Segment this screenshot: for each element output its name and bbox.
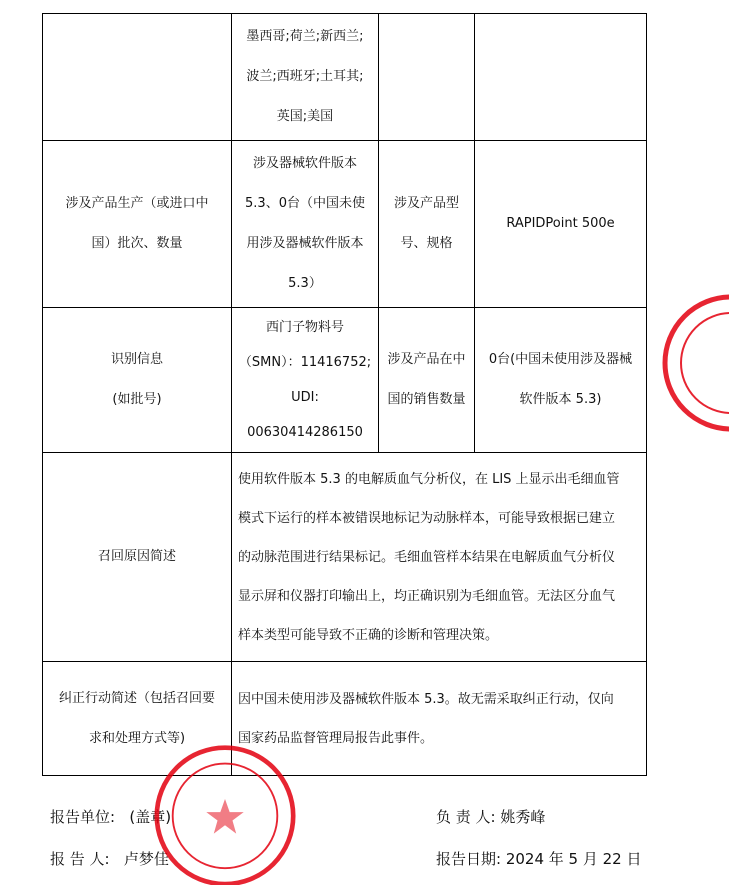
text-line: 西门子物料号 bbox=[265, 320, 344, 335]
date-label: 报告日期: bbox=[436, 850, 502, 868]
responsible-label: 负 责 人: bbox=[436, 808, 496, 826]
text-line: 的动脉范围进行结果标记。毛细血管样本结果在电解质血气分析仪 bbox=[238, 549, 616, 565]
text-line: 用涉及器械软件版本 bbox=[246, 236, 364, 251]
text-line: 样本类型可能导致不正确的诊断和管理决策。 bbox=[238, 627, 499, 643]
text-line: UDI: bbox=[291, 390, 319, 405]
row1-col4 bbox=[474, 13, 647, 141]
reporter-label: 报 告 人: bbox=[50, 850, 110, 868]
text-line: 显示屏和仪器打印输出上，均正确识别为毛细血管。无法区分血气 bbox=[238, 588, 616, 604]
company-seal-partial bbox=[661, 293, 729, 433]
text-line: 软件版本 5.3) bbox=[519, 392, 602, 407]
company-seal bbox=[150, 743, 300, 885]
unit-label: 报告单位: bbox=[50, 808, 116, 826]
identification-label bbox=[42, 307, 232, 453]
text-line: 墨西哥;荷兰;新西兰; bbox=[246, 29, 364, 44]
row1-countries bbox=[231, 13, 379, 141]
model-spec-value: RAPIDPoint 500e bbox=[474, 140, 647, 308]
text-line: 求和处理方式等) bbox=[88, 730, 186, 746]
text-line: 因中国未使用涉及器械软件版本 5.3。故无需采取纠正行动，仅向 bbox=[238, 691, 614, 707]
report-date bbox=[436, 848, 642, 869]
text-line: (如批号) bbox=[112, 392, 162, 407]
responsible-value: 姚秀峰 bbox=[500, 808, 546, 826]
text-line: 5.3、0台（中国未使 bbox=[245, 196, 365, 211]
row1-col1 bbox=[42, 13, 232, 141]
text-line: 使用软件版本 5.3 的电解质血气分析仪，在 LIS 上显示出毛细血管 bbox=[238, 471, 620, 487]
text-line: 涉及器械软件版本 bbox=[252, 156, 357, 171]
text-line: （SMN）：11416752; bbox=[238, 355, 372, 370]
recall-reason-label: 召回原因简述 bbox=[42, 452, 232, 662]
recall-reason-value bbox=[231, 452, 647, 662]
text-line: 00630414286150 bbox=[247, 425, 363, 440]
date-value: 2024 年 5 月 22 日 bbox=[505, 850, 642, 868]
responsible-person bbox=[436, 806, 545, 827]
china-sales-value bbox=[474, 307, 647, 453]
row1-col3 bbox=[378, 13, 475, 141]
text-line: 国家药品监督管理局报告此事件。 bbox=[238, 730, 434, 746]
text-line: 纠正行动简述（包括召回要 bbox=[58, 690, 215, 706]
text-line: 5.3） bbox=[288, 276, 322, 291]
batch-quantity-value bbox=[231, 140, 379, 308]
text-line: 波兰;西班牙;土耳其; bbox=[246, 69, 364, 84]
text-line: 识别信息 bbox=[110, 352, 163, 367]
reporter-value: 卢梦佳 bbox=[123, 850, 169, 868]
text-line: 英国;美国 bbox=[276, 109, 334, 124]
model-spec-label: 涉及产品型号、规格 bbox=[378, 140, 475, 308]
identification-value bbox=[231, 307, 379, 453]
text-line: 模式下运行的样本被错误地标记为动脉样本，可能导致根据已建立 bbox=[238, 510, 616, 526]
batch-quantity-label: 涉及产品生产（或进口中国）批次、数量 bbox=[42, 140, 232, 308]
text-line: 0台(中国未使用涉及器械 bbox=[488, 352, 633, 367]
china-sales-label: 涉及产品在中国的销售数量 bbox=[378, 307, 475, 453]
unit-value: (盖章) bbox=[129, 808, 172, 826]
